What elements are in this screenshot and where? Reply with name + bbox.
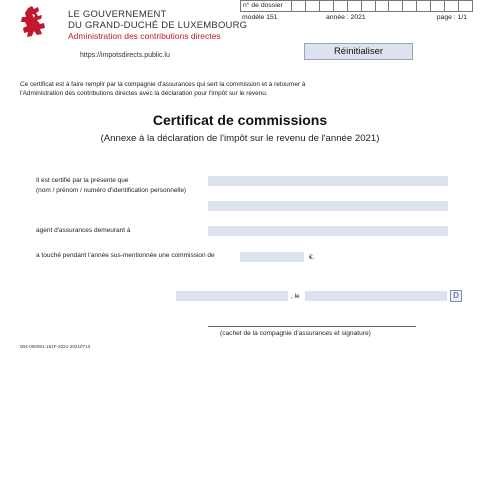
currency-label: €.	[309, 254, 315, 261]
agent-label: agent d'assurances demeurant à	[36, 227, 131, 234]
government-name: LE GOUVERNEMENT DU GRAND-DUCHÉ DE LUXEMBOURG	[68, 9, 248, 31]
form-meta-row	[240, 13, 473, 23]
identity-field-2[interactable]	[208, 201, 448, 211]
date-picker-button[interactable]: D	[450, 290, 462, 302]
dossier-number-cells[interactable]	[292, 1, 472, 11]
dossier-number-row	[240, 0, 473, 12]
reset-button[interactable]: Réinitialiser	[304, 43, 413, 60]
form-reference: 004-000091-151F-2021-20210713	[20, 344, 91, 349]
intro-text: Ce certificat est à faire remplir par la compagnie d'assurances qui sert la commission et à retourner à l'Administration des contributions directes avec la déclaration pour l'impôt sur le revenu.	[20, 81, 306, 97]
commission-amount-field[interactable]	[240, 252, 304, 262]
site-url-link[interactable]: https://impotsdirects.public.lu	[80, 52, 170, 59]
identity-field-1[interactable]	[208, 176, 448, 186]
model-number: modèle 151	[242, 14, 278, 21]
identity-hint: (nom / prénom / numéro d'identification personnelle)	[36, 187, 187, 194]
agent-address-field[interactable]	[208, 226, 448, 236]
place-field[interactable]	[176, 291, 288, 301]
year-text: année : 2021	[326, 14, 366, 21]
lion-coat-of-arms-icon	[18, 4, 50, 40]
date-field[interactable]	[305, 291, 447, 301]
signature-line	[208, 326, 416, 327]
page-number: page : 1/1	[436, 14, 467, 21]
date-separator: , le	[291, 293, 300, 300]
page-subtitle: (Annexe à la déclaration de l'impôt sur le revenu de l'année 2021)	[100, 133, 380, 144]
commission-label: a touché pendant l'année sus-mentionnée une commission de	[36, 252, 215, 259]
administration-name: Administration des contributions directes	[68, 31, 221, 41]
form-header	[240, 0, 473, 24]
signature-caption: (cachet de la compagnie d'assurances et signature)	[220, 330, 371, 337]
dossier-label: n° de dossier	[241, 1, 292, 11]
page-title: Certificat de commissions	[152, 112, 328, 128]
certify-label: Il est certifié par la présente que	[36, 177, 129, 184]
